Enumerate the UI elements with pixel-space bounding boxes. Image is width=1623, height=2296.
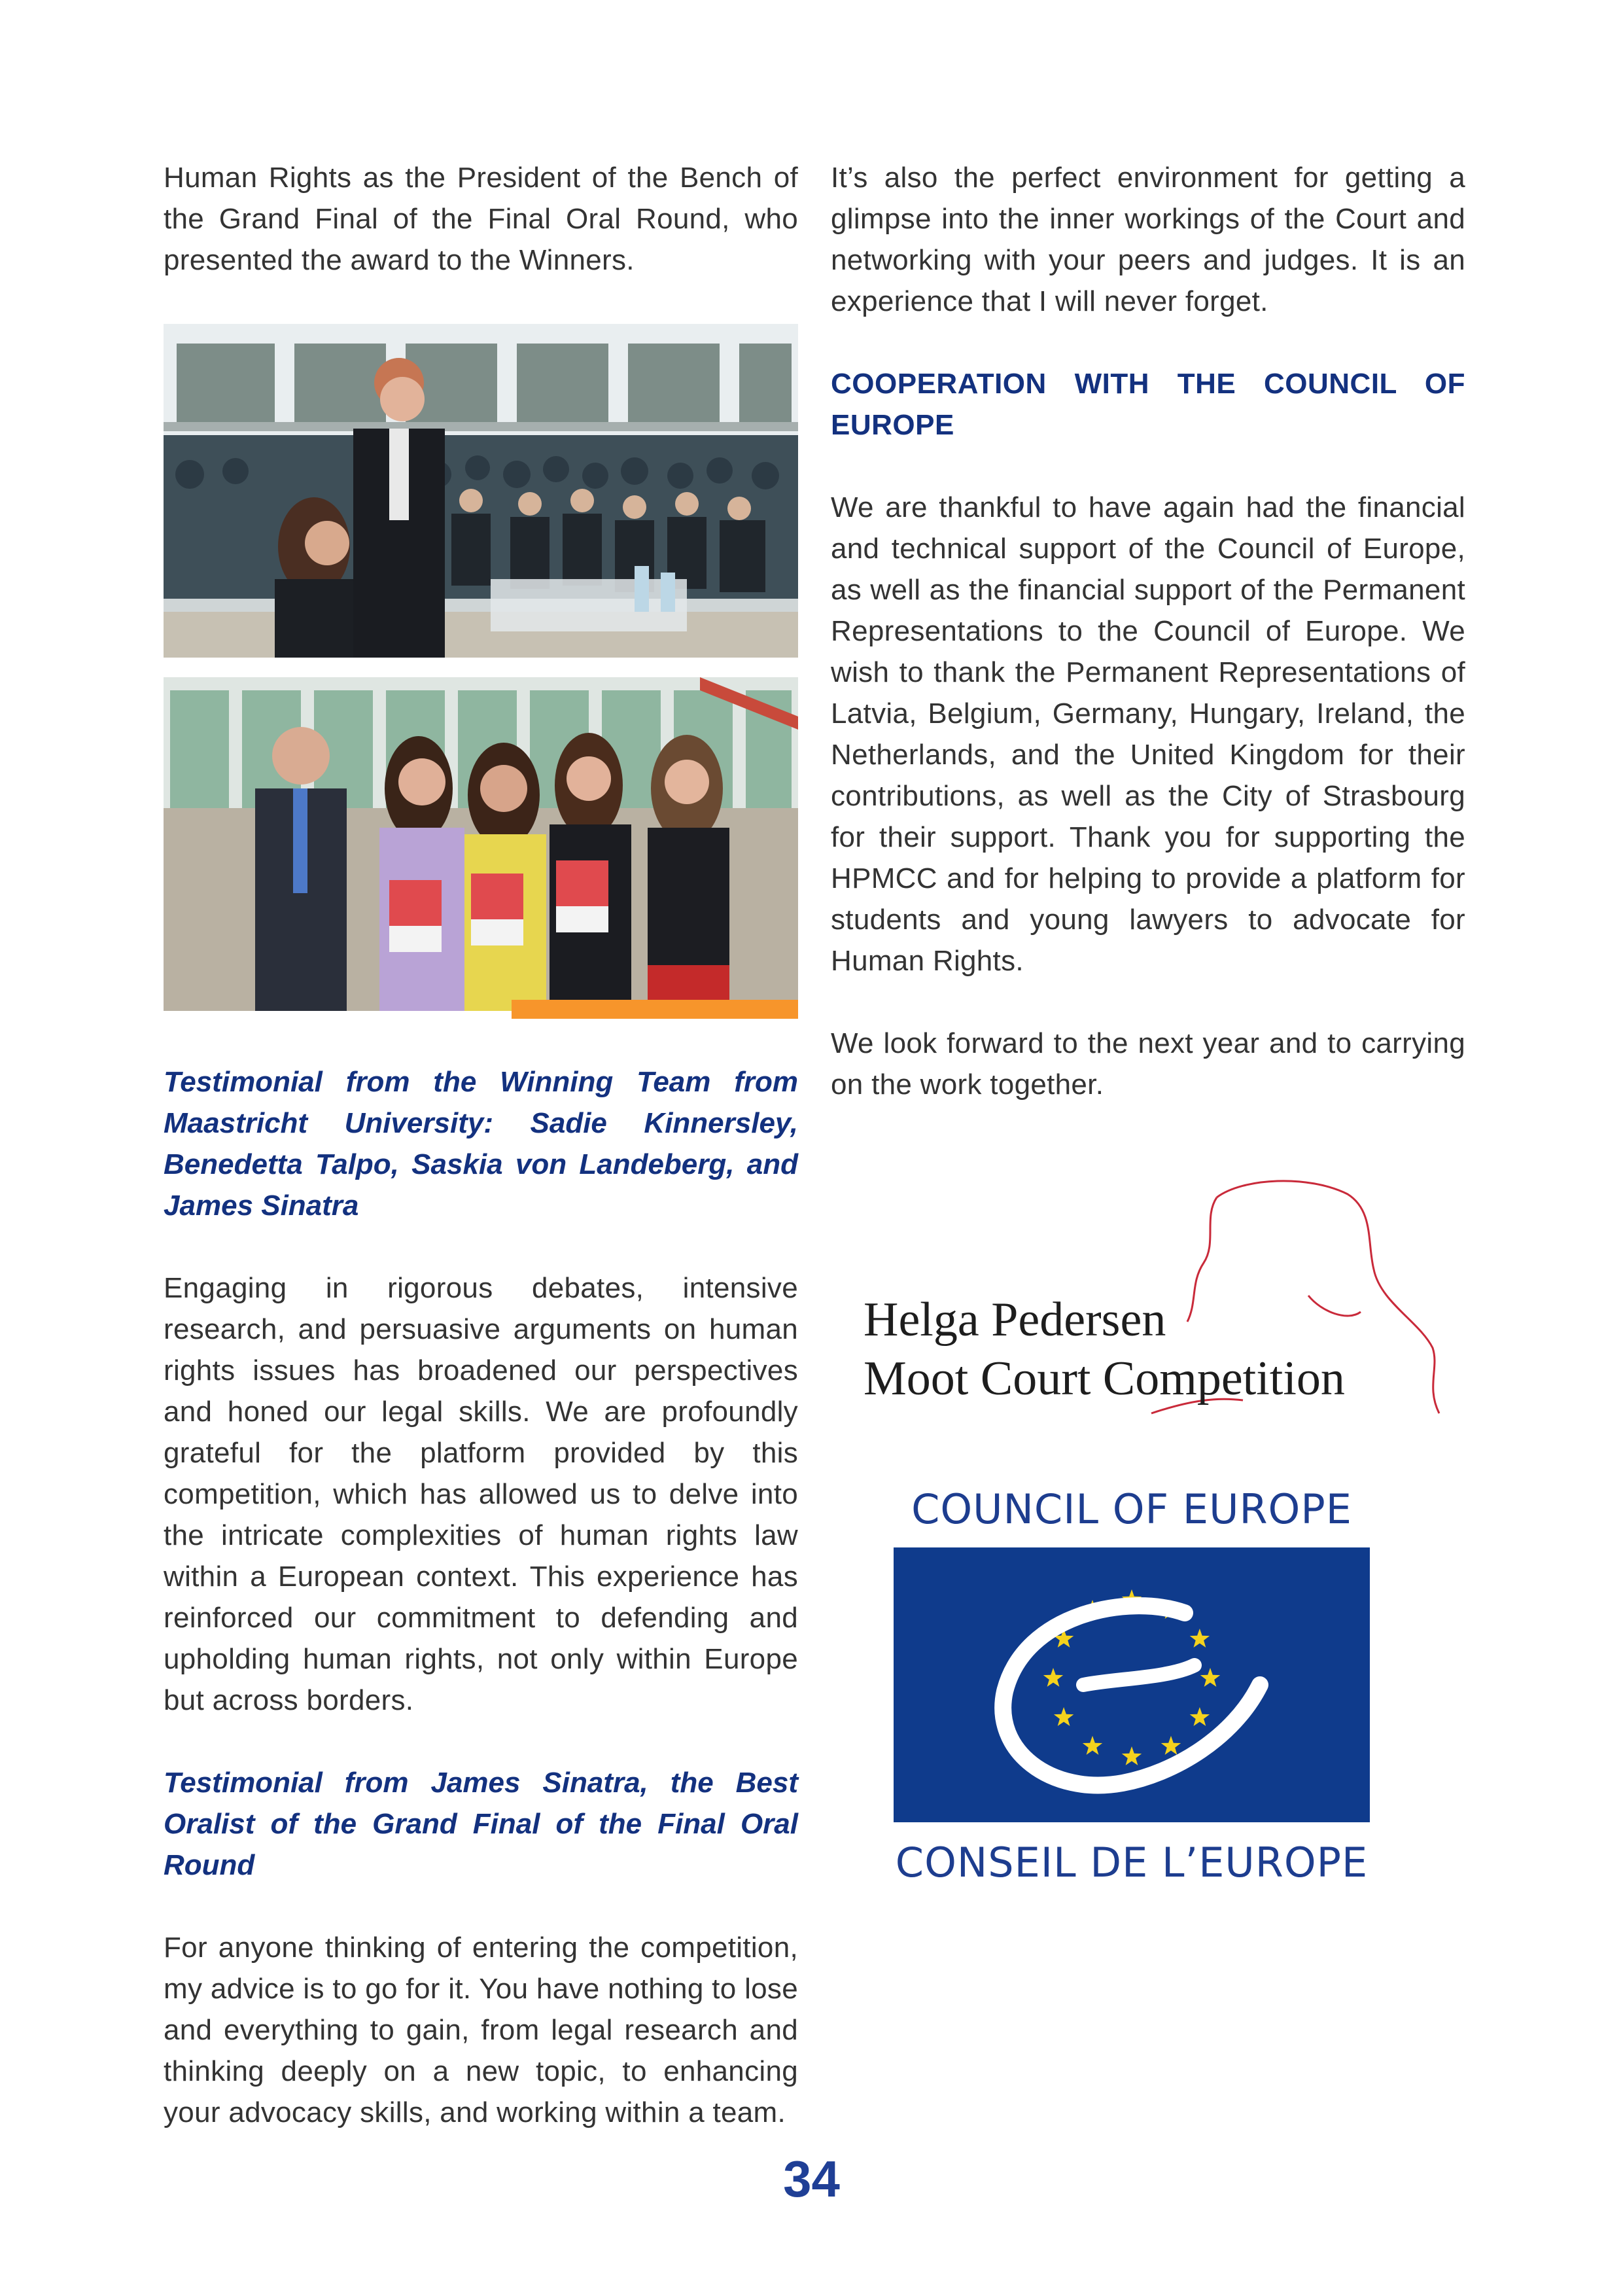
courtroom-photo	[164, 324, 798, 658]
left-column	[164, 157, 798, 281]
closing-paragraph: We look forward to the next year and to carrying on the work together.	[831, 1027, 1465, 1101]
helga-pedersen-logo	[850, 1171, 1452, 1426]
left-column-lower	[164, 1061, 798, 2133]
cooperation-paragraph: We are thankful to have again had the financial and technical support of the Council of Europe, as well as the financial support of the Permanent Representations to the Council of Europe. We wish to thank the Permanent Representations of Latvia, Belgium, Germany, Hungary, Ireland, the Netherlands, and the United Kingdom for their contributions, as well as the City of Strasbourg for their support. Thank you for supporting the HPMCC and for helping to provide a platform for students and young lawyers to advocate for Human Rights.	[831, 491, 1465, 977]
award-ceremony-photo	[164, 677, 798, 1011]
council-of-europe-logo	[890, 1485, 1374, 1884]
helga-logo-line-2: Moot Court Competition	[864, 1352, 1345, 1405]
continuation-paragraph: It’s also the perfect environment for getting a glimpse into the inner workings of the Court and networking with your peers and judges. It is an experience that I will never forget.	[831, 162, 1465, 317]
orange-accent-bar	[512, 1000, 798, 1019]
coe-flag-icon	[894, 1547, 1370, 1822]
coe-logo-bottom-text: CONSEIL DE L’EUROPE	[895, 1839, 1369, 1886]
helga-logo-line-1: Helga Pedersen	[864, 1293, 1166, 1347]
right-column	[831, 157, 1465, 1105]
testimonial-oralist-body: For anyone thinking of entering the competition, my advice is to go for it. You have nothing to lose and everything to gain, from legal research and thinking deeply on a new topic, to enhancing your advocacy skills, and working within a team.	[164, 1932, 798, 2128]
testimonial-team-heading: Testimonial from the Winning Team from Maastricht University: Sadie Kinnersley, Benedetta Talpo, Saskia von Landeberg, and James Sinatra	[164, 1066, 798, 1222]
section-heading: COOPERATION WITH THE COUNCIL OF EUROPE	[831, 368, 1465, 441]
coe-logo-top-text: COUNCIL OF EUROPE	[911, 1485, 1352, 1533]
intro-paragraph: Human Rights as the President of the Bench of the Grand Final of the Final Oral Round, who presented the award to the Winners.	[164, 162, 798, 276]
testimonial-oralist-heading: Testimonial from James Sinatra, the Best Oralist of the Grand Final of the Final Oral Round	[164, 1767, 798, 1881]
page-number: 34	[783, 2150, 840, 2208]
testimonial-team-body: Engaging in rigorous debates, intensive research, and persuasive arguments on human rights issues has broadened our perspectives and honed our legal skills. We are profoundly grateful for the platform provided by this competition, which has allowed us to delve into the intricate complexities of human rights law within a European context. This experience has reinforced our commitment to defending and upholding human rights, not only within Europe but across borders.	[164, 1272, 798, 1716]
